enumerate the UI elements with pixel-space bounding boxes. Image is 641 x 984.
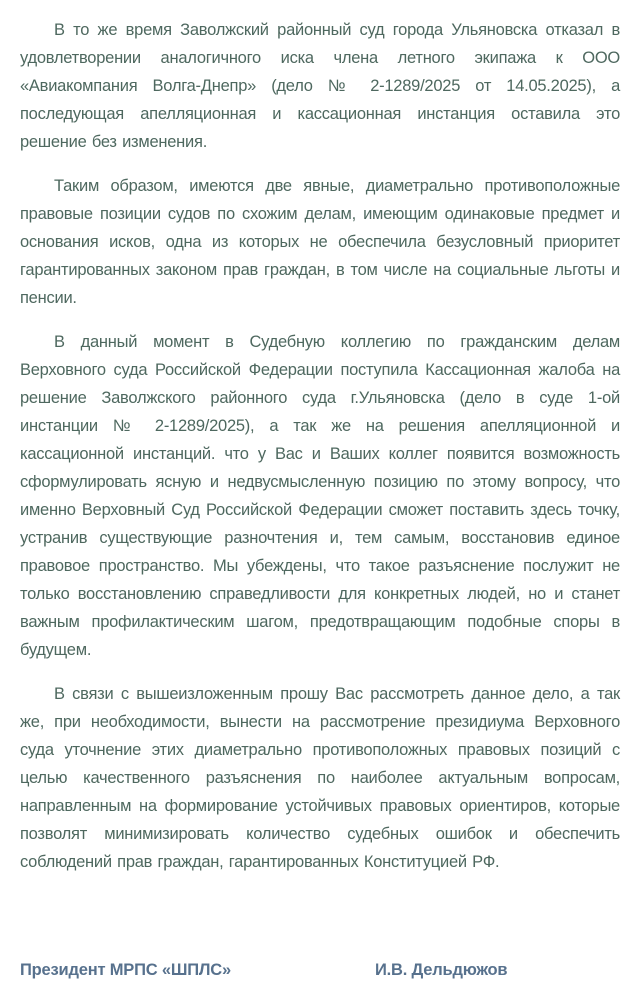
paragraph-court-refusal: В то же время Заволжский районный суд города Ульяновска отказал в удовлетворении аналогичного иска члена летного экипажа к ООО «Авиакомпания Волга-Днепр» (дело № 2-1289/2025 от 14.05.2025), а последующая апелляционная и кассационная инстанция оставила это решение без изменения. (20, 21, 620, 151)
signature-title: Президент МРПС «ШПЛС» (20, 961, 231, 979)
signature-row (20, 958, 620, 984)
letter-body (20, 16, 620, 876)
paragraph-request: В связи с вышеизложенным прошу Вас рассмотреть данное дело, а так же, при необходимости, вынести на рассмотрение президиума Верховного суда уточнение этих диаметрально противоположных правовых позиций с целью качественного разъяснения по наиболее актуальным вопросам, направленным на формирование устойчивых правовых ориентиров, которые позволят минимизировать количество судебных ошибок и обеспечить соблюдений прав граждан, гарантированных Конституцией РФ. (20, 685, 620, 871)
paragraph-two-positions: Таким образом, имеются две явные, диаметрально противоположные правовые позиции судов по схожим делам, имеющим одинаковые предмет и основания исков, одна из которых не обеспечила безусловный приоритет гарантированных законом прав граждан, в том числе на социальные льготы и пенсии. (20, 177, 620, 307)
paragraph-cassation-appeal: В данный момент в Судебную коллегию по гражданским делам Верховного суда Российской Федерации поступила Кассационная жалоба на решение Заволжского районного суда г.Ульяновска (дело в суде 1-ой инстанции № 2-1289/2025), а так же на решения апелляционной и кассационной инстанций. что у Вас и Ваших коллег появится возможность сформулировать ясную и недвусмысленную позицию по этому вопросу, что именно Верховный Суд Российской Федерации сможет поставить здесь точку, устранив существующие разночтения и, тем самым, восстановив единое правовое пространство. Мы убеждены, что такое разъяснение послужит не только восстановлению справедливости для конкретных людей, но и станет важным профилактическим шагом, предотвращающим подобные споры в будущем. (20, 333, 620, 659)
signature-name: И.В. Дельдюжов (375, 961, 508, 979)
